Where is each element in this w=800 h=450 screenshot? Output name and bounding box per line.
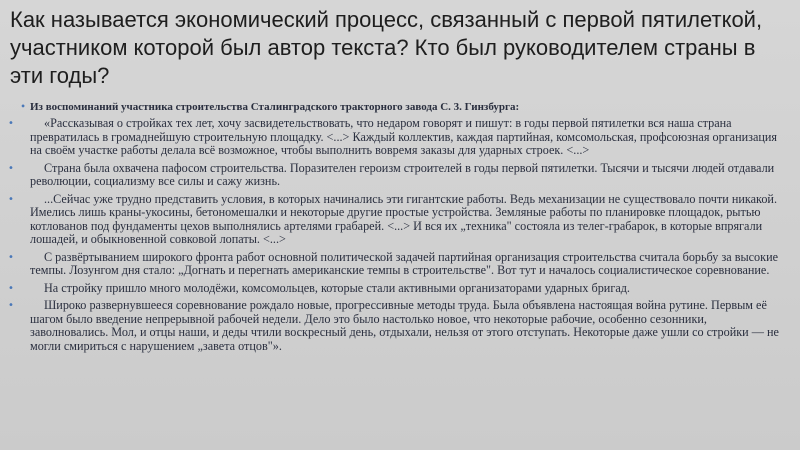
paragraph-text: На стройку пришло много молодёжи, комсомольцев, которые стали активными организаторами ударных бригад. (44, 280, 630, 295)
slide-content (8, 100, 788, 357)
source-heading (20, 100, 788, 114)
bullet-icon: • (8, 162, 14, 174)
source-heading-text: Из воспоминаний участника строительства Сталинградского тракторного завода С. 3. Гинзбурга: (30, 101, 520, 113)
list-item (8, 160, 788, 189)
paragraph-text: «Рассказывая о стройках тех лет, хочу засвидетельствовать, что недаром говорят и пишут: в годы первой пятилетки вся наша страна превратилась в громаднейшую строительную площадку. <...> Каждый коллектив, каждая партийная, комсомольская, профсоюзная организация на своём участке работы делала всё возможное, чтобы выполнить вовремя заказы для ударных строек. <...> (30, 116, 778, 157)
bullet-icon: • (8, 300, 14, 311)
list-item (8, 191, 788, 247)
paragraph-text: ...Сейчас уже трудно представить условия, в которых начинались эти гигантские работы. Ведь механизации не существовало почти никакой. Имелись лишь краны-укосины, бетономешалки и некоторые другие простые устройства. Земляные работы по планировке площадок, рытью котлованов под фундаменты цехов выполнялись артелями грабарей. <...> И вся их „техника" состояла из телег-грабарок, в которые впрягали лошадей, и обыкновенной совковой лопаты. <...> (30, 191, 777, 246)
paragraph-text: Широко развернувшееся соревнование рождало новые, прогрессивные методы труда. Была объявлена настоящая война рутине. Первым её шагом было введение непрерывной рабочей недели. Дело это было настолько новое, что некоторые рабочие, особенно сезонники, заволновались. Мол, и отцы наши, и деды чтили воскресный день, отдыхали, нельзя от этого отступать. Некоторые даже ушли со стройки — не могли смириться с нарушением „завета отцов"». (30, 298, 779, 353)
list-item (8, 249, 788, 278)
list-item (8, 116, 788, 158)
bullet-icon: • (8, 118, 14, 129)
list-item (8, 280, 788, 296)
paragraph-text: Страна была охвачена пафосом строительства. Поразителен героизм строителей в годы первой пятилетки. Тысячи и тысячи людей отдавали революции, социализму все силы и сажу жизнь. (30, 160, 775, 188)
paragraph-text: С развёртыванием широкого фронта работ основной политической задачей партийная организация строительства считала борьбу за высокие темпы. Лозунгом дня стало: „Догнать и перегнать американские темпы в строительстве". Вот тут и началось социалистическое соревнование. (30, 249, 779, 277)
bullet-icon: • (8, 193, 14, 205)
slide-title: Как называется экономический процесс, связанный с первой пятилеткой, участником которой был автор текста? Кто был руководителем страны в эти годы? (10, 7, 763, 88)
quote-list (8, 116, 788, 353)
bullet-icon: • (20, 102, 26, 111)
bullet-icon: • (8, 282, 14, 294)
bullet-icon: • (8, 251, 14, 263)
list-item (8, 298, 788, 353)
